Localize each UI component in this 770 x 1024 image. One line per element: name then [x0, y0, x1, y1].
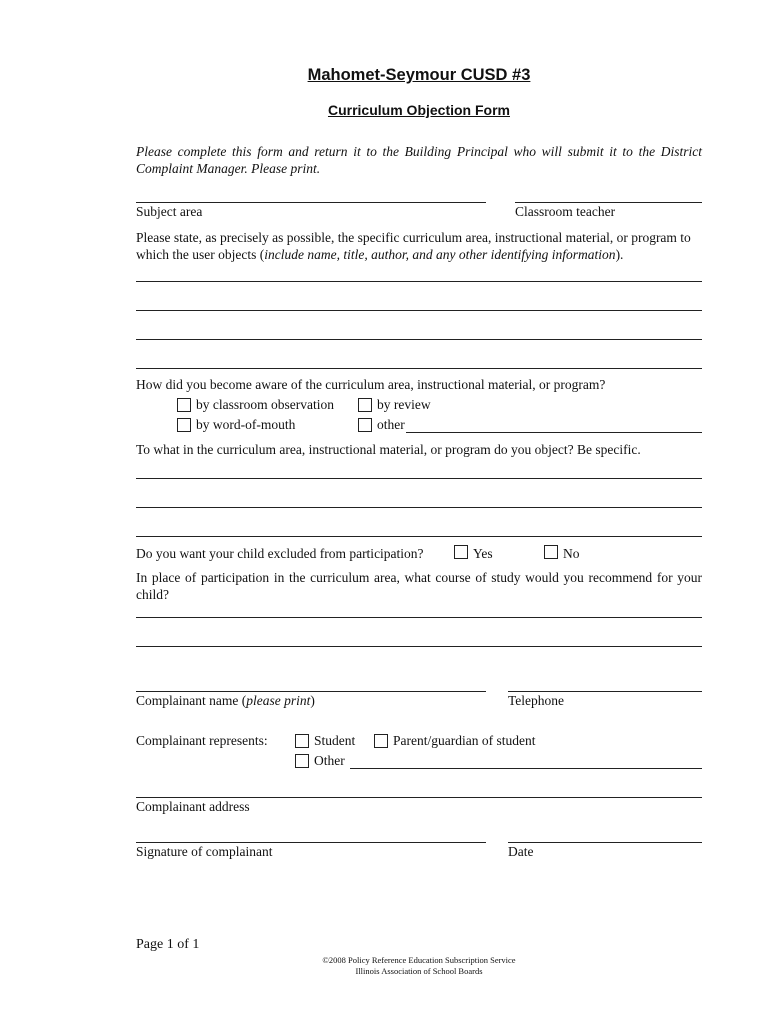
telephone-label: Telephone: [508, 693, 565, 708]
exclusion-yes-label: Yes: [473, 546, 493, 561]
represents-label: Complainant represents:: [136, 733, 268, 748]
complainant-name-label: [136, 693, 315, 709]
object-question: To what in the curriculum area, instructional material, or program do you object? Be specific.: [136, 442, 641, 457]
classroom-teacher-label: Classroom teacher: [515, 204, 616, 219]
word-of-mouth-checkbox[interactable]: [177, 418, 191, 432]
alternative-line-1[interactable]: [136, 617, 702, 618]
review-checkbox[interactable]: [358, 398, 372, 412]
student-checkbox[interactable]: [295, 734, 309, 748]
other-awareness-label: other: [377, 417, 405, 432]
word-of-mouth-label: by word-of-mouth: [196, 417, 296, 432]
awareness-question: How did you become aware of the curriculum area, instructional material, or program?: [136, 377, 606, 392]
instructions: Please complete this form and return it to the Building Principal who will submit it to the District Complaint Manager. Please print.: [136, 144, 702, 176]
parent-label: Parent/guardian of student: [393, 733, 536, 748]
complainant-name-close: ): [310, 693, 315, 708]
material-line-3[interactable]: [136, 339, 702, 340]
state-prompt-start: Please state, as precisely as possible, the specific curriculum area, instructional material, or program to which the user objects (: [136, 230, 691, 262]
student-label: Student: [314, 733, 356, 748]
classroom-teacher-line[interactable]: [515, 202, 702, 203]
district-title: Mahomet-Seymour CUSD #3: [307, 66, 531, 84]
material-line-1[interactable]: [136, 281, 702, 282]
other-represents-checkbox[interactable]: [295, 754, 309, 768]
object-line-1[interactable]: [136, 478, 702, 479]
alternative-question: In place of participation in the curriculum area, what course of study would you recommend for your child?: [136, 570, 702, 602]
subject-area-label: Subject area: [136, 204, 203, 219]
complainant-name-italic: please print: [246, 693, 311, 708]
exclusion-no-checkbox[interactable]: [544, 545, 558, 559]
complainant-name-line[interactable]: [136, 691, 486, 692]
object-line-2[interactable]: [136, 507, 702, 508]
footer-org: Illinois Association of School Boards: [355, 966, 483, 976]
material-line-4[interactable]: [136, 368, 702, 369]
form-title: Curriculum Objection Form: [327, 102, 510, 118]
state-prompt: [136, 229, 702, 263]
date-line[interactable]: [508, 842, 702, 843]
page-number: Page 1 of 1: [136, 937, 200, 952]
classroom-observation-checkbox[interactable]: [177, 398, 191, 412]
address-label: Complainant address: [136, 799, 250, 814]
other-represents-label: Other: [314, 753, 345, 768]
other-awareness-line[interactable]: [406, 432, 702, 433]
material-line-2[interactable]: [136, 310, 702, 311]
exclusion-no-label: No: [563, 546, 580, 561]
parent-checkbox[interactable]: [374, 734, 388, 748]
exclusion-question: Do you want your child excluded from participation?: [136, 546, 424, 561]
complainant-name-text: Complainant name (: [136, 693, 247, 708]
state-prompt-end: ).: [615, 247, 624, 262]
signature-line[interactable]: [136, 842, 486, 843]
address-line[interactable]: [136, 797, 702, 798]
signature-label: Signature of complainant: [136, 844, 273, 859]
other-awareness-checkbox[interactable]: [358, 418, 372, 432]
other-represents-line[interactable]: [350, 768, 702, 769]
alternative-line-2[interactable]: [136, 646, 702, 647]
classroom-observation-label: by classroom observation: [196, 397, 334, 412]
review-label: by review: [377, 397, 431, 412]
date-label: Date: [508, 844, 534, 859]
telephone-line[interactable]: [508, 691, 702, 692]
state-prompt-italic: include name, title, author, and any other identifying information: [264, 247, 616, 262]
footer-copyright: ©2008 Policy Reference Education Subscription Service: [322, 955, 516, 965]
subject-area-line[interactable]: [136, 202, 486, 203]
exclusion-yes-checkbox[interactable]: [454, 545, 468, 559]
object-line-3[interactable]: [136, 536, 702, 537]
